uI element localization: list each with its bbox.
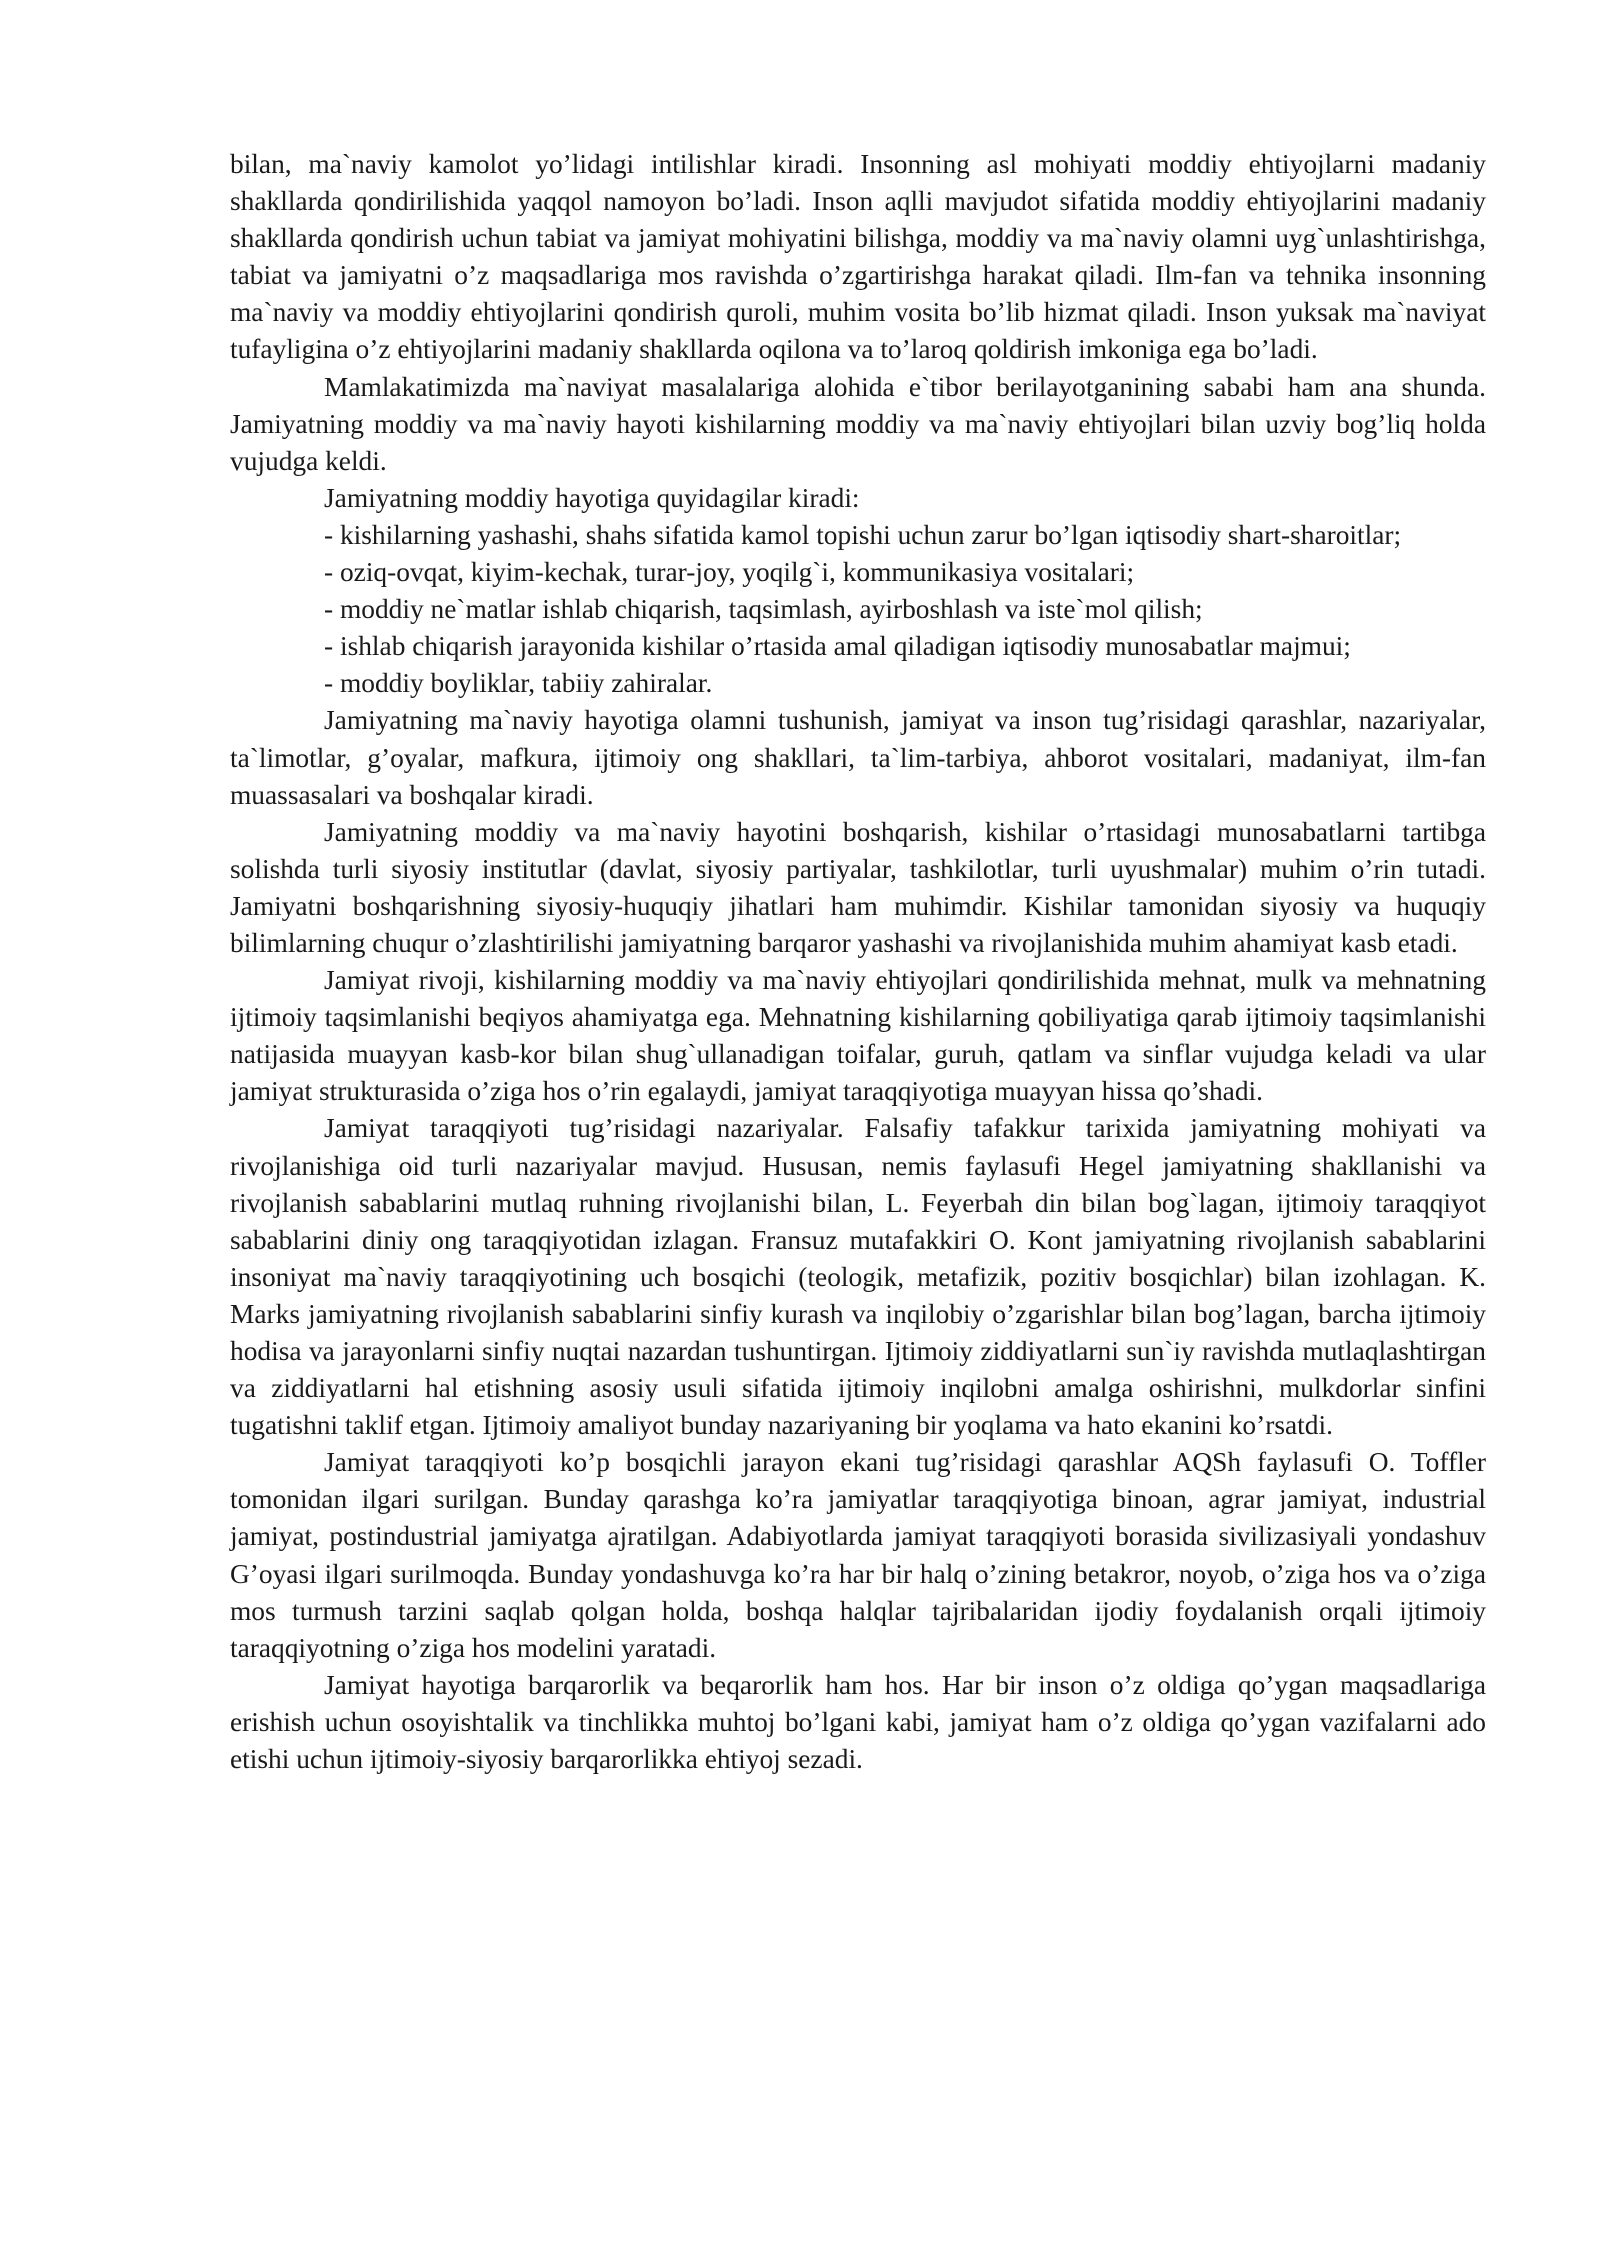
paragraph: Jamiyat taraqqiyoti tug’risidagi nazariyalar. Falsafiy tafakkur tarixida jamiyatning mohiyati va rivojlanishiga oid turli nazariyalar mavjud. Hususan, nemis faylasufi Hegel jamiyatning shakllanishi va rivojlanish sabablarini mutlaq ruhning rivojlanishi bilan, L. Feyerbah din bilan bog`lagan, ijtimoiy taraqqiyot sabablarini diniy ong taraqqiyotidan izlagan. Fransuz mutafakkiri O. Kont jamiyatning rivojlanish sabablarini insoniyat ma`naviy taraqqiyotining uch bosqichi (teologik, metafizik, pozitiv bosqichlar) bilan izohlagan. K. Marks jamiyatning rivojlanish sabablarini sinfiy kurash va inqilobiy o’zgarishlar bilan bog’lagan, barcha ijtimoiy hodisa va jarayonlarni sinfiy nuqtai nazardan tushuntirgan. Ijtimoiy ziddiyatlarni sun`iy ravishda mutlaqlashtirgan va ziddiyatlarni hal etishning asosiy usuli sifatida ijtimoiy inqilobni amalga oshirishni, mulkdorlar sinfini tugatishni taklif etgan. Ijtimoiy amaliyot bunday nazariyaning bir yoqlama va hato ekanini ko’rsatdi. [230,1113,1486,1441]
document-page [230,146,1486,1778]
list-item: - kishilarning yashashi, shahs sifatida kamol topishi uchun zarur bo’lgan iqtisodiy shart-sharoitlar; [324,519,1402,550]
paragraph: Jamiyatning ma`naviy hayotiga olamni tushunish, jamiyat va inson tug’risidagi qarashlar, nazariyalar, ta`limotlar, g’oyalar, mafkura, ijtimoiy ong shakllari, ta`lim-tarbiya, ahborot vositalari, madaniyat, ilm-fan muassasalari va boshqalar kiradi. [230,705,1486,810]
list-item: - oziq-ovqat, kiyim-kechak, turar-joy, yoqilg`i, kommunikasiya vositalari; [324,557,1135,588]
list-heading: Jamiyatning moddiy hayotiga quyidagilar kiradi: [324,482,860,513]
list-item: - ishlab chiqarish jarayonida kishilar o’rtasida amal qiladigan iqtisodiy munosabatlar majmui; [324,631,1351,662]
paragraph: Jamiyat taraqqiyoti ko’p bosqichli jarayon ekani tug’risidagi qarashlar AQSh faylasufi O. Toffler tomonidan ilgari surilgan. Bunday qarashga ko’ra jamiyatlar taraqqiyotiga binoan, agrar jamiyat, industrial jamiyat, postindustrial jamiyatga ajratilgan. Adabiyotlarda jamiyat taraqqiyoti borasida sivilizasiyali yondashuv G’oyasi ilgari surilmoqda. Bunday yondashuvga ko’ra har bir halq o’zining betakror, noyob, o’ziga hos va o’ziga mos turmush tarzini saqlab qolgan holda, boshqa halqlar tajribalaridan ijodiy foydalanish orqali ijtimoiy taraqqiyotning o’ziga hos modelini yaratadi. [230,1447,1486,1663]
paragraph: Jamiyatning moddiy va ma`naviy hayotini boshqarish, kishilar o’rtasidagi munosabatlarni tartibga solishda turli siyosiy institutlar (davlat, siyosiy partiyalar, tashkilotlar, turli uyushmalar) muhim o’rin tutadi. Jamiyatni boshqarishning siyosiy-huquqiy jihatlari ham muhimdir. Kishilar tamonidan siyosiy va huquqiy bilimlarning chuqur o’zlashtirilishi jamiyatning barqaror yashashi va rivojlanishida muhim ahamiyat kasb etadi. [230,816,1486,958]
paragraph: Jamiyat hayotiga barqarorlik va beqarorlik ham hos. Har bir inson o’z oldiga qo’ygan maqsadlariga erishish uchun osoyishtalik va tinchlikka muhtoj bo’lgani kabi, jamiyat ham o’z oldiga qo’ygan vazifalarni ado etishi uchun ijtimoiy-siyosiy barqarorlikka ehtiyoj sezadi. [230,1669,1486,1775]
list-item: - moddiy boyliklar, tabiiy zahiralar. [324,668,713,699]
paragraph: Mamlakatimizda ma`naviyat masalalariga alohida e`tibor berilayotganining sababi ham ana shunda. Jamiyatning moddiy va ma`naviy hayoti kishilarning moddiy va ma`naviy ehtiyojlari bilan uzviy bog’liq holda vujudga keldi. [230,371,1486,476]
list-item: - moddiy ne`matlar ishlab chiqarish, taqsimlash, ayirboshlash va iste`mol qilish; [324,594,1203,625]
paragraph: bilan, ma`naviy kamolot yo’lidagi intilishlar kiradi. Insonning asl mohiyati moddiy ehtiyojlarni madaniy shakllarda qondirilishida yaqqol namoyon bo’ladi. Inson aqlli mavjudot sifatida moddiy ehtiyojlarini madaniy shakllarda qondirish uchun tabiat va jamiyat mohiyatini bilishga, moddiy va ma`naviy olamni uyg`unlashtirishga, tabiat va jamiyatni o’z maqsadlariga mos ravishda o’zgartirishga harakat qiladi. Ilm-fan va tehnika insonning ma`naviy va moddiy ehtiyojlarini qondirish quroli, muhim vosita bo’lib hizmat qiladi. Inson yuksak ma`naviyat tufayligina o’z ehtiyojlarini madaniy shakllarda oqilona va to’laroq qoldirish imkoniga ega bo’ladi. [230,149,1486,365]
paragraph: Jamiyat rivoji, kishilarning moddiy va ma`naviy ehtiyojlari qondirilishida mehnat, mulk va mehnatning ijtimoiy taqsimlanishi beqiyos ahamiyatga ega. Mehnatning kishilarning qobiliyatiga qarab ijtimoiy taqsimlanishi natijasida muayyan kasb-kor bilan shug`ullanadigan toifalar, guruh, qatlam va sinflar vujudga keladi va ular jamiyat strukturasida o’ziga hos o’rin egalaydi, jamiyat taraqqiyotiga muayyan hissa qo’shadi. [230,965,1486,1107]
